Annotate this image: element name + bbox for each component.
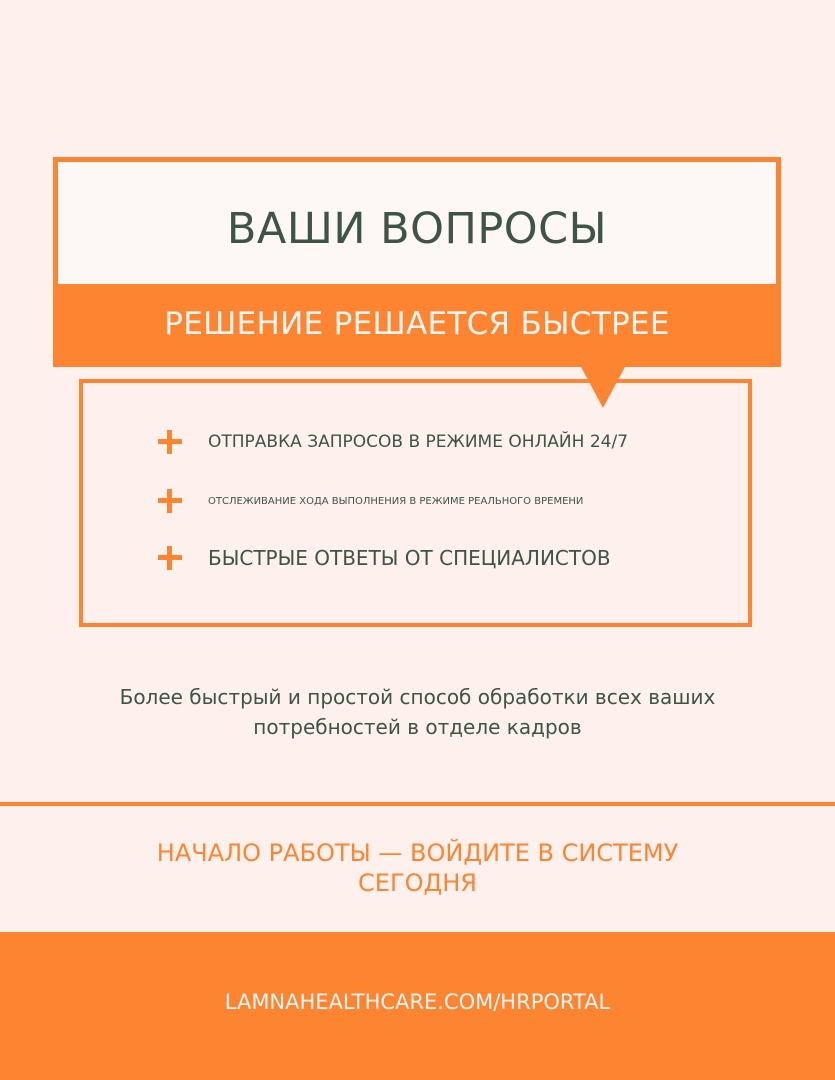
plus-icon [158,430,182,454]
plus-icon [158,489,182,513]
divider [0,802,835,806]
plus-icon [158,546,182,570]
feature-item [158,430,628,454]
features-box [79,379,752,627]
description-line: потребностей в отделе кадров [253,715,582,739]
description-line: Более быстрый и простой способ обработки всех ваших [119,685,716,709]
page-title: ВАШИ ВОПРОСЫ [226,204,608,254]
description [0,682,835,742]
subtitle: РЕШЕНИЕ РЕШАЕТСЯ БЫСТРЕЕ [164,306,670,342]
cta-line: СЕГОДНЯ [358,869,477,897]
call-to-action [0,838,835,898]
feature-text: ОТПРАВКА ЗАПРОСОВ В РЕЖИМЕ ОНЛАЙН 24/7 [208,432,629,452]
feature-text: ОТСЛЕЖИВАНИЕ ХОДА ВЫПОЛНЕНИЯ В РЕЖИМЕ РЕАЛЬНОГО ВРЕМЕНИ [208,495,584,507]
cta-line: НАЧАЛО РАБОТЫ — ВОЙДИТЕ В СИСТЕМУ [156,839,679,867]
header-box [53,157,781,367]
subtitle-banner [53,284,781,367]
portal-link[interactable]: LAMNAHEALTHCARE.COM/HRPORTAL [224,990,611,1014]
feature-text: БЫСТРЫЕ ОТВЕТЫ ОТ СПЕЦИАЛИСТОВ [208,546,611,570]
footer [0,932,835,1080]
feature-item [158,546,611,570]
feature-item [158,489,583,513]
